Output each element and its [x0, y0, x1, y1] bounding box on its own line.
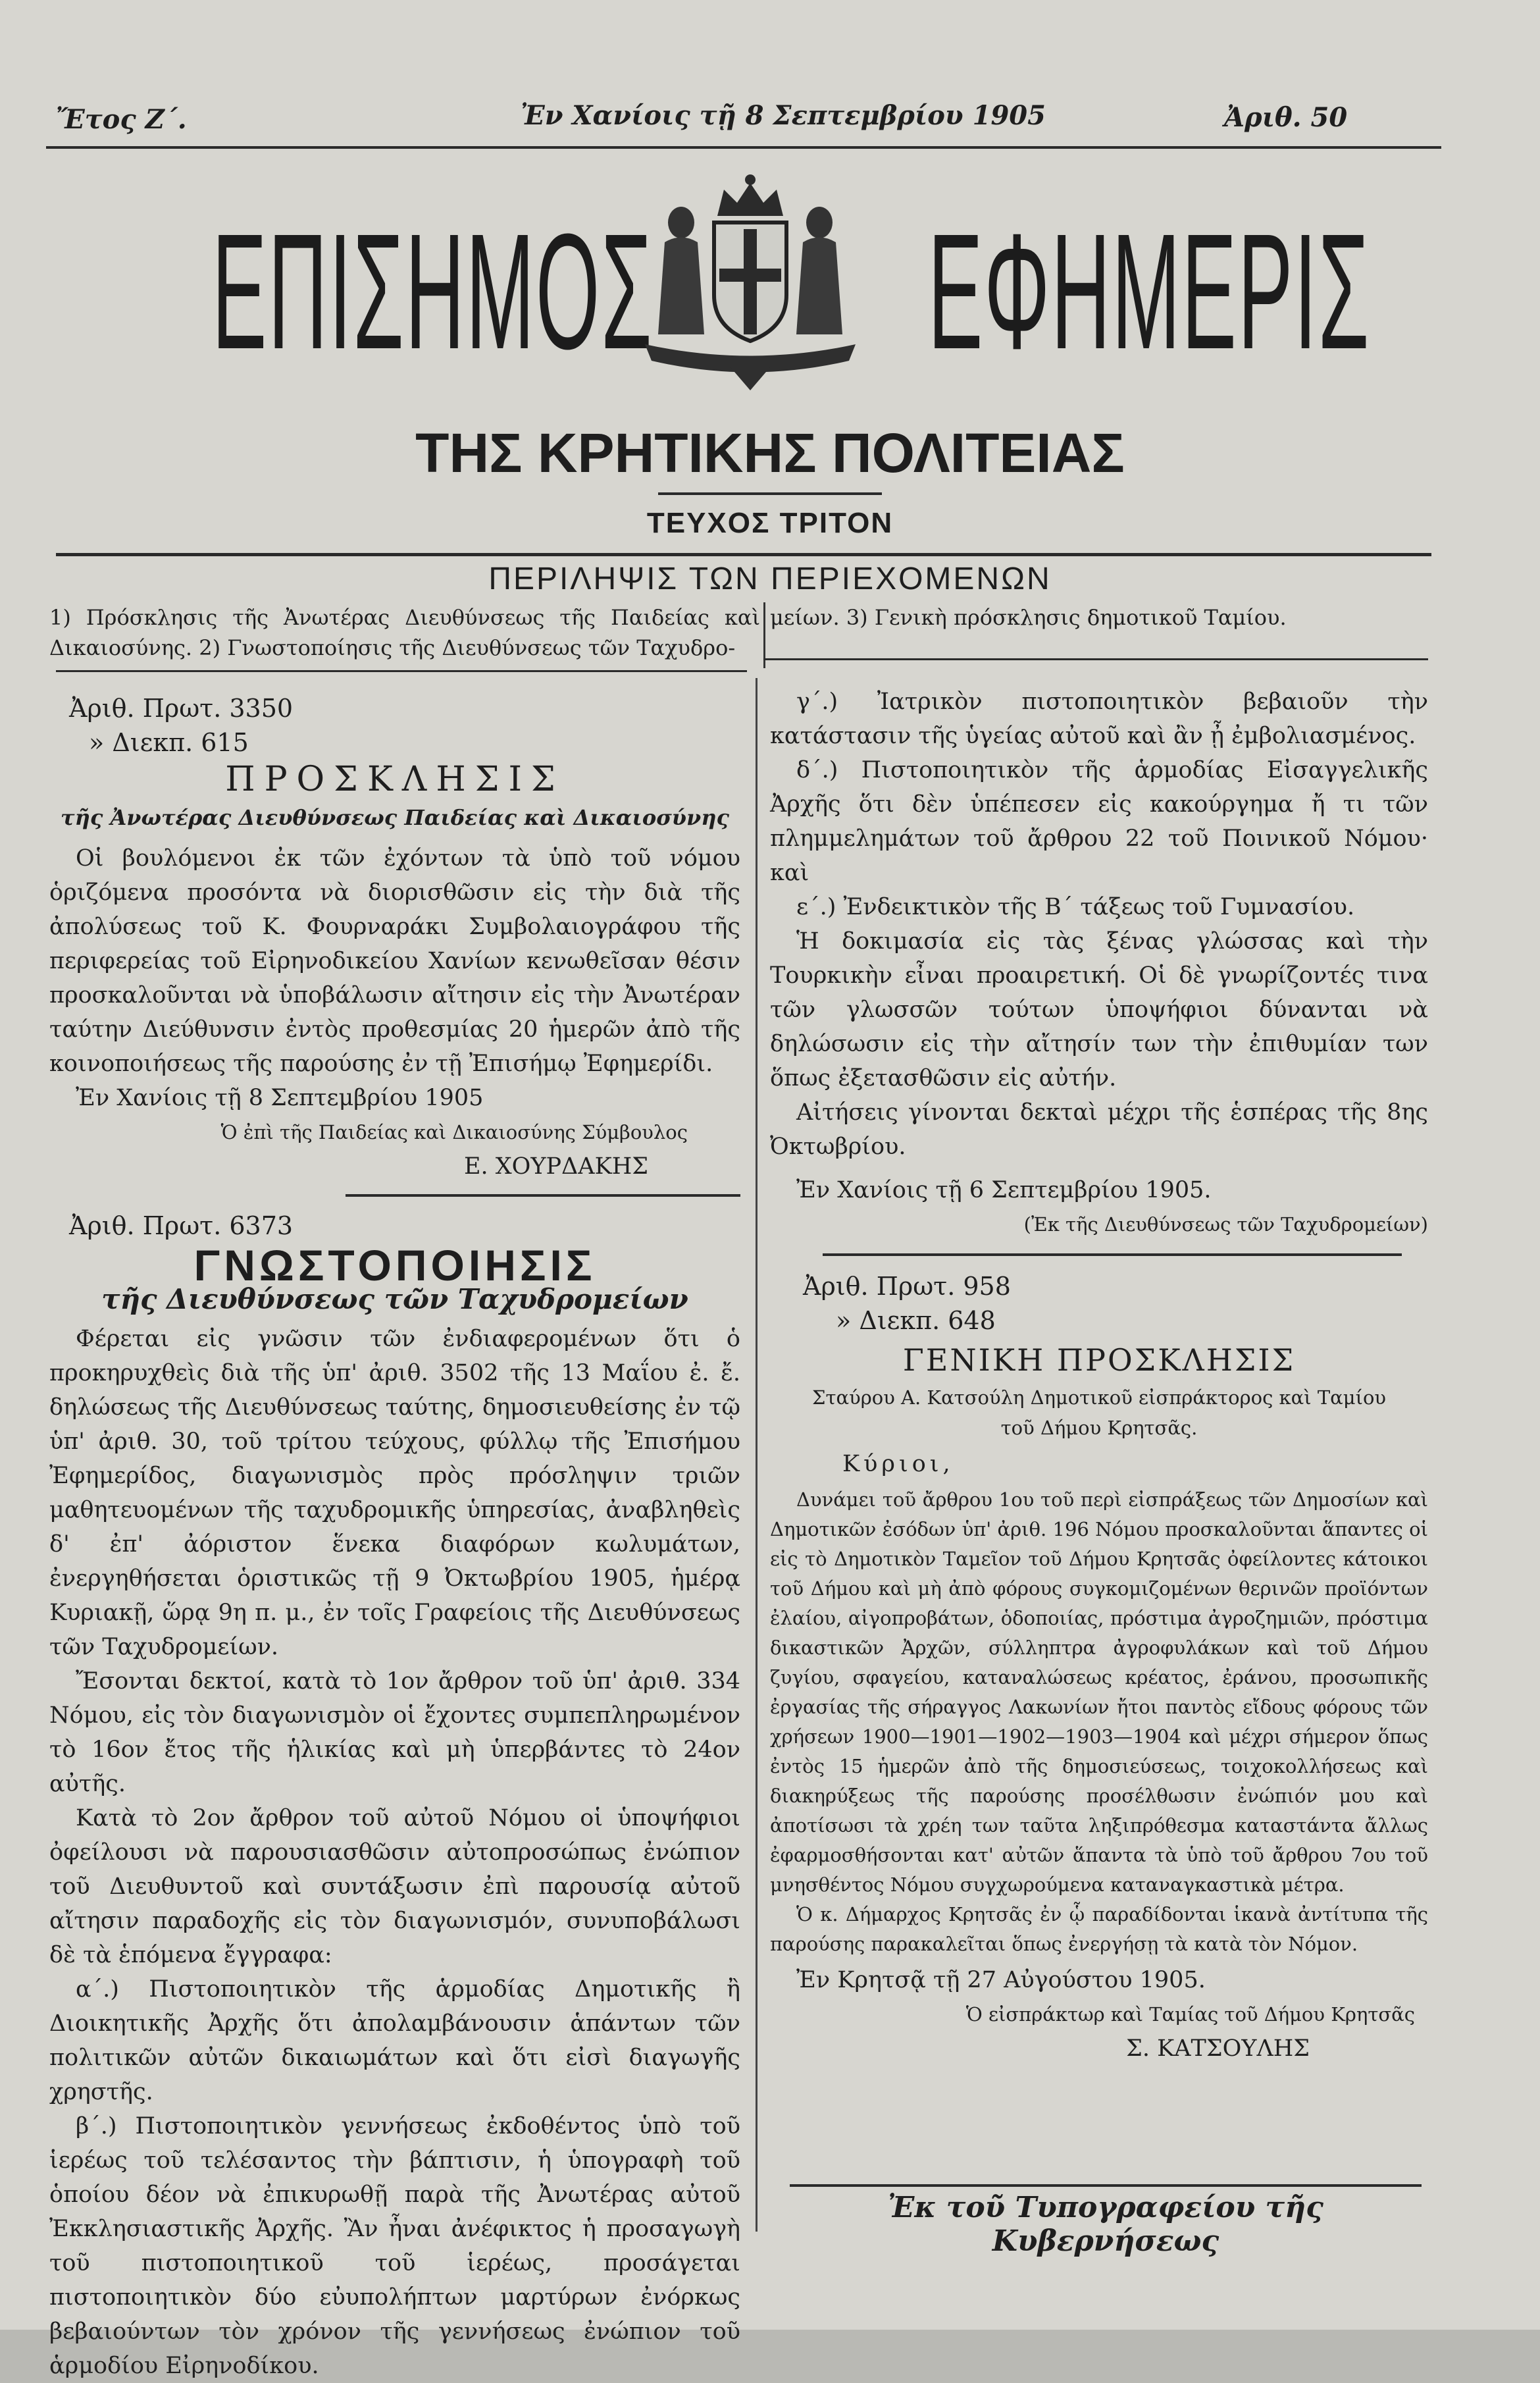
notice2-p1: Φέρεται εἰς γνῶσιν τῶν ἐνδιαφερομένων ὅτι ὁ προκηρυχθεὶς διὰ τῆς ὑπ' ἀριθ. 3502 τῆς 13 Μαΐου ἐ. ἔ. δηλώσεως τῆς Διευθύνσεως ταύτης, δημοσιευθείσης ἐν τῷ ὑπ' ἀριθ. 30, τοῦ τρίτου τεύχους, φύλλῳ τῆς Ἐπισήμου Ἐφημερίδος, διαγωνισμὸς πρὸς πρόσληψιν τριῶν μαθητευομένων τῆς ταχυδρομικῆς ὑπηρεσίας, ἀναβληθεὶς δ' ἐπ' ἀόριστον ἕνεκα διαφόρων κωλυμάτων, ἐνεργηθήσεται ὁριστικῶς τῇ 9 Ὀκτωβρίου 1905, ἡμέρᾳ Κυριακῇ, ὥρᾳ 9η π. μ., ἐν τοῖς Γραφείοις τῆς Διευθύνσεως τῶν Ταχυδρομείων. [49, 1326, 740, 1660]
notice1-end-rule [346, 1194, 740, 1197]
contents-rule-top [56, 553, 1431, 556]
notice2-title: ΓΝΩΣΤΟΠΟΙΗΣΙΣ [193, 1241, 596, 1290]
subtitle-rule [658, 492, 882, 495]
notice2-ref-prot: Ἀριθ. Πρωτ. 6373 [69, 1211, 294, 1240]
notice2-exam: Ἡ δοκιμασία εἰς τὰς ξένας γλώσσας καὶ τὴν Τουρκικὴν εἶναι προαιρετική. Οἱ δὲ γνωρίζοντές τινα τῶν γλωσσῶν τούτων ὑποψήφιοι δύνανται νὰ δηλώσωσιν εἰς τὴν αἴτησίν των τὴν ἐπιθυμίαν των ὅπως ἐξετασθῶσιν εἰς αὐτήν. [770, 928, 1428, 1091]
notice3-signer-title: Ὁ εἰσπράκτωρ καὶ Ταμίας τοῦ Δήμου Κρητσᾶς [965, 2003, 1415, 2026]
notice2-end-rule [823, 1253, 1402, 1256]
left-column [49, 691, 740, 2383]
right-column [770, 685, 1428, 2066]
masthead-right: ΕΦΗΜΕΡΙΣ [928, 199, 1371, 383]
notice2-date: Ἐν Χανίοις τῇ 6 Σεπτεμβρίου 1905. [796, 1177, 1212, 1203]
notice2-item-g: γ΄.) Ἰατρικὸν πιστοποιητικὸν βεβαιοῦν τὴν κατάστασιν τῆς ὑγείας αὐτοῦ καὶ ἂν ᾖ ἐμβολιασμένος. [770, 689, 1428, 749]
coat-of-arms-emblem [632, 170, 869, 394]
contents-rule-left [56, 670, 747, 672]
footer-rule [790, 2184, 1422, 2187]
notice1-subtitle: τῆς Ἀνωτέρας Διευθύνσεως Παιδείας καὶ Δικαιοσύνης [61, 805, 729, 830]
notice3-body: Δυνάμει τοῦ ἄρθρου 1ου τοῦ περὶ εἰσπράξεως τῶν Δημοσίων καὶ Δημοτικῶν ἐσόδων ὑπ' ἀριθ. 196 Νόμου προσκαλοῦνται ἅπαντες οἱ εἰς τὸ Δημοτικὸν Ταμεῖον τοῦ Δήμου Κρητσᾶς ὀφείλοντες κάτοικοι τοῦ Δήμου καὶ μὴ ἀπὸ φόρους συγκομιζομένων θερινῶν προϊόντων ἐλαίου, αἰγοπροβάτων, ὁδοποιίας, πρόστιμα ἀγροζημιῶν, πρόστιμα δικαστικῶν Ἀρχῶν, σύλληπτρα ἀγροφυλάκων καὶ τοῦ Δήμου ζυγίου, σφαγείου, καταναλώσεως κρέατος, ἐράνου, προσωπικῆς ἐργασίας τῆς σήραγγος Λακωνίων ἤτοι παντὸς εἴδους φόρους τῶν χρήσεων 1900—1901—1902—1903—1904 καὶ μέχρι σήμερον ὅπως ἐντὸς 15 ἡμερῶν ἀπὸ τῆς δημοσιεύσεως, τοιχοκολλήσεως καὶ διακηρύξεως τῆς παρούσης προσέλθωσιν ἐνώπιόν μου καὶ ἀποτίσωσι τὰ χρέη των ταῦτα ληξιπρόθεσμα καταστάντα ἄλλως ἐφαρμοσθήσονται κατ' αὐτῶν ἅπαντα τὰ ὑπὸ τοῦ ἄρθρου 7ου τοῦ μνησθέντος Νόμου συγχωρούμενα καταναγκαστικὰ μέτρα. [770, 1488, 1428, 1896]
notice2-p3: Κατὰ τὸ 2ον ἄρθρον τοῦ αὐτοῦ Νόμου οἱ ὑποψήφιοι ὀφείλουσι νὰ παρουσιασθῶσιν αὐτοπροσώπως ἐνώπιον τοῦ Διευθυντοῦ καὶ συντάξωσιν ἐπὶ παρουσίᾳ αὐτοῦ αἴτησιν παραδοχῆς εἰς τὸν διαγωνισμόν, συνυποβάλωσι δὲ τὰ ἑπόμενα ἔγγραφα: [49, 1805, 740, 1968]
header-rule [46, 146, 1441, 149]
masthead-left: ΕΠΙΣΗΜΟΣ [212, 199, 654, 383]
notice3-date: Ἐν Κρητσᾷ τῇ 27 Αὐγούστου 1905. [796, 1967, 1206, 1993]
notice3-ref-prot: Ἀριθ. Πρωτ. 958 [803, 1272, 1011, 1301]
notice2-p5: β΄.) Πιστοποιητικὸν γεννήσεως ἐκδοθέντος ὑπὸ τοῦ ἱερέως τοῦ τελέσαντος τὴν βάπτισιν, ἡ ὑπογραφὴ τοῦ ὁποίου δέον νὰ ἐπικυρωθῇ παρὰ τῆς Ἀνωτέρας αὐτοῦ Ἐκκλησιαστικῆς Ἀρχῆς. Ἂν ἦναι ἀνέφικτος ἡ προσαγωγὴ τοῦ πιστοποιητικοῦ τοῦ ἱερέως, προσάγεται πιστοποιητικὸν δύο εὐυπολήπτων μαρτύρων ἐνόρκως βεβαιούντων τὸν χρόνον τῆς γεννήσεως ἐνώπιον τοῦ ἁρμοδίου Εἰρηνοδίκου. [49, 2113, 740, 2379]
issue-volume: ΤΕΥΧΟΣ ΤΡΙΤΟΝ [646, 507, 894, 539]
notice1-ref-prot: Ἀριθ. Πρωτ. 3350 [69, 694, 294, 723]
column-divider [756, 678, 757, 2232]
contents-left: 1) Πρόσκλησις τῆς Ἀνωτέρας Διευθύνσεως τῆς Παιδείας καὶ Δικαιοσύνης. 2) Γνωστοποίησις τῆς Διευθύνσεως τῶν Ταχυδρο- [49, 605, 760, 660]
issue-number: Ἀριθ. 50 [1224, 102, 1348, 133]
notice2-item-d: δ΄.) Πιστοποιητικὸν τῆς ἁρμοδίας Εἰσαγγελικῆς Ἀρχῆς ὅτι δὲν ὑπέπεσεν εἰς κακούργημα ἤ τι τῶν πλημμελημάτων τοῦ ἄρθρου 22 τοῦ Ποινικοῦ Νόμου· καὶ [770, 757, 1428, 886]
notice3-signer: Σ. ΚΑΤΣΟΥΛΗΣ [1126, 2035, 1310, 2062]
notice3-salutation: Κύριοι, [842, 1451, 954, 1477]
masthead-subtitle: ΤΗΣ ΚΡΗΤΙΚΗΣ ΠΟΛΙΤΕΙΑΣ [415, 422, 1125, 484]
issue-date: Ἐν Χανίοις τῇ 8 Σεπτεμβρίου 1905 [521, 100, 1046, 131]
printer-imprint: Ἐκ τοῦ Τυπογραφείου τῆς Κυβερνήσεως [888, 2191, 1323, 2258]
notice2-signer: (Ἐκ τῆς Διευθύνσεως τῶν Ταχυδρομείων) [1023, 1213, 1428, 1236]
notice1-date: Ἐν Χανίοις τῇ 8 Σεπτεμβρίου 1905 [76, 1085, 484, 1111]
contents-rule-right [763, 658, 1428, 660]
notice2-applications: Αἰτήσεις γίνονται δεκταὶ μέχρι τῆς ἑσπέρας τῆς 8ης Ὀκτωβρίου. [770, 1099, 1428, 1160]
contents-heading: ΠΕΡΙΛΗΨΙΣ ΤΩΝ ΠΕΡΙΕΧΟΜΕΝΩΝ [488, 562, 1052, 596]
contents-right: μείων. 3) Γενικὴ πρόσκλησις δημοτικοῦ Ταμίου. [770, 605, 1287, 630]
notice3-title: ΓΕΝΙΚΗ ΠΡΟΣΚΛΗΣΙΣ [902, 1342, 1296, 1378]
notice1-body: Οἱ βουλόμενοι ἐκ τῶν ἐχόντων τὰ ὑπὸ τοῦ νόμου ὁριζόμενα προσόντα νὰ διορισθῶσιν εἰς τὴν διὰ τῆς ἀπολύσεως τοῦ Κ. Φουρναράκι Συμβολαιογράφου τῆς περιφερείας τοῦ Εἰρηνοδικείου Χανίων κενωθεῖσαν θέσιν προσκαλοῦνται νὰ ὑποβάλωσιν αἴτησιν εἰς τὴν Ἀνωτέραν ταύτην Διεύθυνσιν ἐντὸς προθεσμίας 20 ἡμερῶν ἀπὸ τῆς κοινοποιήσεως τῆς παρούσης ἐν τῇ Ἐπισήμῳ Ἐφημερίδι. [49, 845, 740, 1077]
notice3-ref-diekp: » Διεκπ. 648 [836, 1306, 996, 1335]
notice1-signer: Ε. ΧΟΥΡΔΑΚΗΣ [463, 1153, 648, 1180]
year-label: Ἔτος Ζ΄. [56, 104, 187, 135]
notice2-p4: α΄.) Πιστοποιητικὸν τῆς ἁρμοδίας Δημοτικῆς ἢ Διοικητικῆς Ἀρχῆς ὅτι ἀπολαμβάνουσιν ἁπάντων τῶν πολιτικῶν αὐτῶν δικαιωμάτων καὶ ὅτι εἰσὶ διαγωγῆς χρηστῆς. [49, 1976, 740, 2105]
notice1-ref-diekp: » Διεκπ. 615 [89, 728, 249, 757]
notice2-subtitle: τῆς Διευθύνσεως τῶν Ταχυδρομείων [101, 1283, 688, 1315]
notice3-subtitle: Σταύρου Α. Κατσούλη Δημοτικοῦ εἰσπράκτορος καὶ Ταμίου τοῦ Δήμου Κρητσᾶς. [811, 1386, 1387, 1439]
notice2-p2: Ἔσονται δεκτοί, κατὰ τὸ 1ον ἄρθρον τοῦ ὑπ' ἀριθ. 334 Νόμου, εἰς τὸν διαγωνισμὸν οἱ ἔχοντες συμπεπληρωμένον τὸ 16ον ἔτος τῆς ἡλικίας καὶ μὴ ὑπερβάντες τὸ 24ον αὐτῆς. [49, 1668, 740, 1797]
notice3-p2: Ὁ κ. Δήμαρχος Κρητσᾶς ἐν ᾧ παραδίδονται ἱκανὰ ἀντίτυπα τῆς παρούσης παρακαλεῖται ὅπως ἐνεργήσῃ τὰ κατὰ τὸν Νόμον. [770, 1903, 1428, 1955]
notice1-title: ΠΡΟΣΚΛΗΣΙΣ [225, 760, 565, 799]
notice1-signer-title: Ὁ ἐπὶ τῆς Παιδείας καὶ Δικαιοσύνης Σύμβουλος [220, 1121, 688, 1143]
notice2-item-e: ε΄.) Ἐνδεικτικὸν τῆς Β΄ τάξεως τοῦ Γυμνασίου. [796, 894, 1355, 920]
